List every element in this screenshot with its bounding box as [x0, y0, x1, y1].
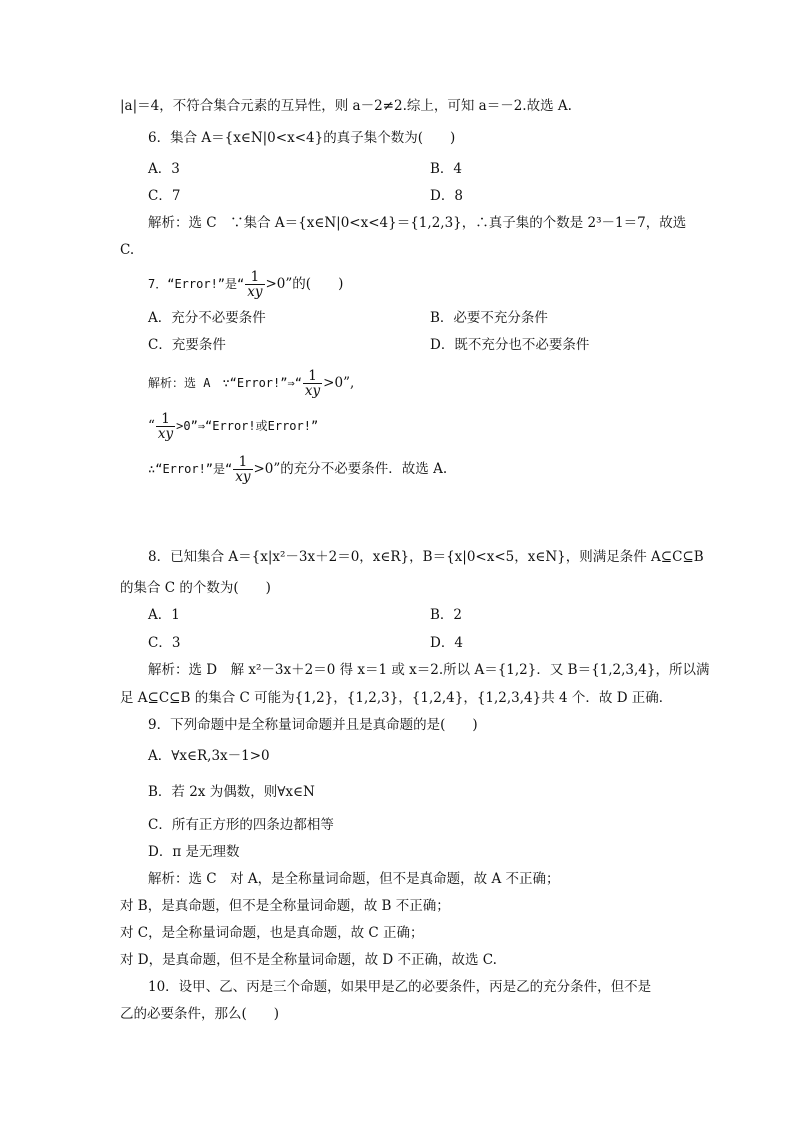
option-8d: D．4: [430, 635, 463, 651]
solution-9-line2: 对 B，是真命题，但不是全称量词命题，故 B 不正确；: [120, 898, 450, 914]
question-7-prefix: 7．“Error!”是“: [148, 277, 245, 291]
option-9c: C．所有正方形的四条边都相等: [148, 817, 334, 833]
option-7b: B．必要不充分条件: [430, 310, 548, 326]
option-9b: B．若 2x 为偶数，则∀x∈N: [148, 784, 315, 800]
solution-8-line2: 足 A⊆C⊆B 的集合 C 可能为{1,2}，{1,2,3}，{1,2,4}，{1,2,3,4}共 4 个．故 D 正确．: [120, 690, 673, 706]
fraction-denominator: xy: [235, 469, 251, 485]
option-8b: B．2: [430, 607, 463, 623]
option-9d: D．π 是无理数: [148, 844, 240, 860]
question-8-line2: 的集合 C 的个数为( ): [120, 580, 271, 596]
option-7c: C．充要条件: [148, 337, 226, 353]
fraction-numerator: 1: [303, 369, 322, 384]
question-7: [148, 270, 343, 299]
question-7-suffix: >0”的( ): [265, 276, 344, 292]
option-6c: C．7: [148, 188, 181, 204]
fraction-numerator: 1: [245, 270, 264, 285]
fraction-denominator: xy: [247, 284, 263, 300]
solution-8-line1: 解析：选 D 解 x²－3x＋2＝0 得 x＝1 或 x＝2.所以 A＝{1,2}．又 B＝{1,2,3,4}，所以满: [148, 662, 710, 678]
fraction-denominator: xy: [304, 383, 321, 399]
option-8c: C．3: [148, 635, 181, 651]
option-9a: A．∀x∈R,3x－1>0: [148, 748, 270, 764]
solution-7-line2: [148, 412, 318, 441]
option-6d: D．8: [430, 188, 463, 204]
fraction-denominator: xy: [157, 426, 174, 442]
solution-7-line1-suffix: >0”,: [323, 375, 355, 391]
question-9: 9．下列命题中是全称量词命题并且是真命题的是( ): [148, 717, 478, 733]
solution-5-tail: |a|＝4，不符合集合元素的互异性，则 a－2≠2.综上，可知 a＝－2.故选 A.: [120, 98, 572, 114]
question-10-line2: 乙的必要条件，那么( ): [120, 1006, 280, 1022]
question-10-line1: 10．设甲、乙、丙是三个命题，如果甲是乙的必要条件，丙是乙的充分条件，但不是: [148, 979, 652, 995]
option-7d: D．既不充分也不必要条件: [430, 337, 590, 353]
question-6: 6．集合 A＝{x∈N|0<x<4}的真子集个数为( ): [148, 130, 456, 146]
question-8-line1: 8．已知集合 A＝{x|x²－3x＋2＝0，x∈R}，B＝{x|0<x<5，x∈N}，则满足条件 A⊆C⊆B: [148, 549, 704, 565]
fraction-1-over-xy: [245, 270, 264, 299]
fraction-1-over-xy: [156, 412, 175, 441]
fraction-1-over-xy: [233, 455, 252, 484]
fraction-numerator: 1: [156, 412, 175, 427]
solution-7-line3: [148, 455, 447, 484]
solution-7-line3-prefix: ∴“Error!”是“: [148, 462, 233, 476]
solution-7-line1-prefix: 解析：选 A ∵“Error!”⇒“: [148, 376, 302, 390]
option-7a: A．充分不必要条件: [148, 310, 266, 326]
fraction-1-over-xy: [303, 369, 322, 398]
solution-7-line2-prefix: “: [148, 418, 155, 434]
solution-6-line1: 解析：选 C ∵集合 A＝{x∈N|0<x<4}＝{1,2,3}，∴真子集的个数是 2³－1＝7，故选: [148, 215, 687, 231]
option-8a: A．1: [148, 607, 180, 623]
solution-7-line2-suffix: >0”⇒“Error!或Error!”: [176, 419, 319, 433]
solution-9-line4: 对 D，是真命题，但不是全称量词命题，故 D 不正确，故选 C.: [120, 952, 497, 968]
solution-7-line1: [148, 369, 354, 398]
solution-6-line2: C.: [120, 242, 135, 258]
solution-7-line3-suffix: >0”的充分不必要条件．故选 A.: [253, 461, 448, 477]
solution-9-line3: 对 C，是全称量词命题，也是真命题，故 C 正确；: [120, 925, 424, 941]
option-6b: B．4: [430, 161, 463, 177]
fraction-numerator: 1: [233, 455, 252, 470]
option-6a: A．3: [148, 161, 180, 177]
solution-9-line1: 解析：选 C 对 A，是全称量词命题，但不是真命题，故 A 不正确；: [148, 871, 560, 887]
